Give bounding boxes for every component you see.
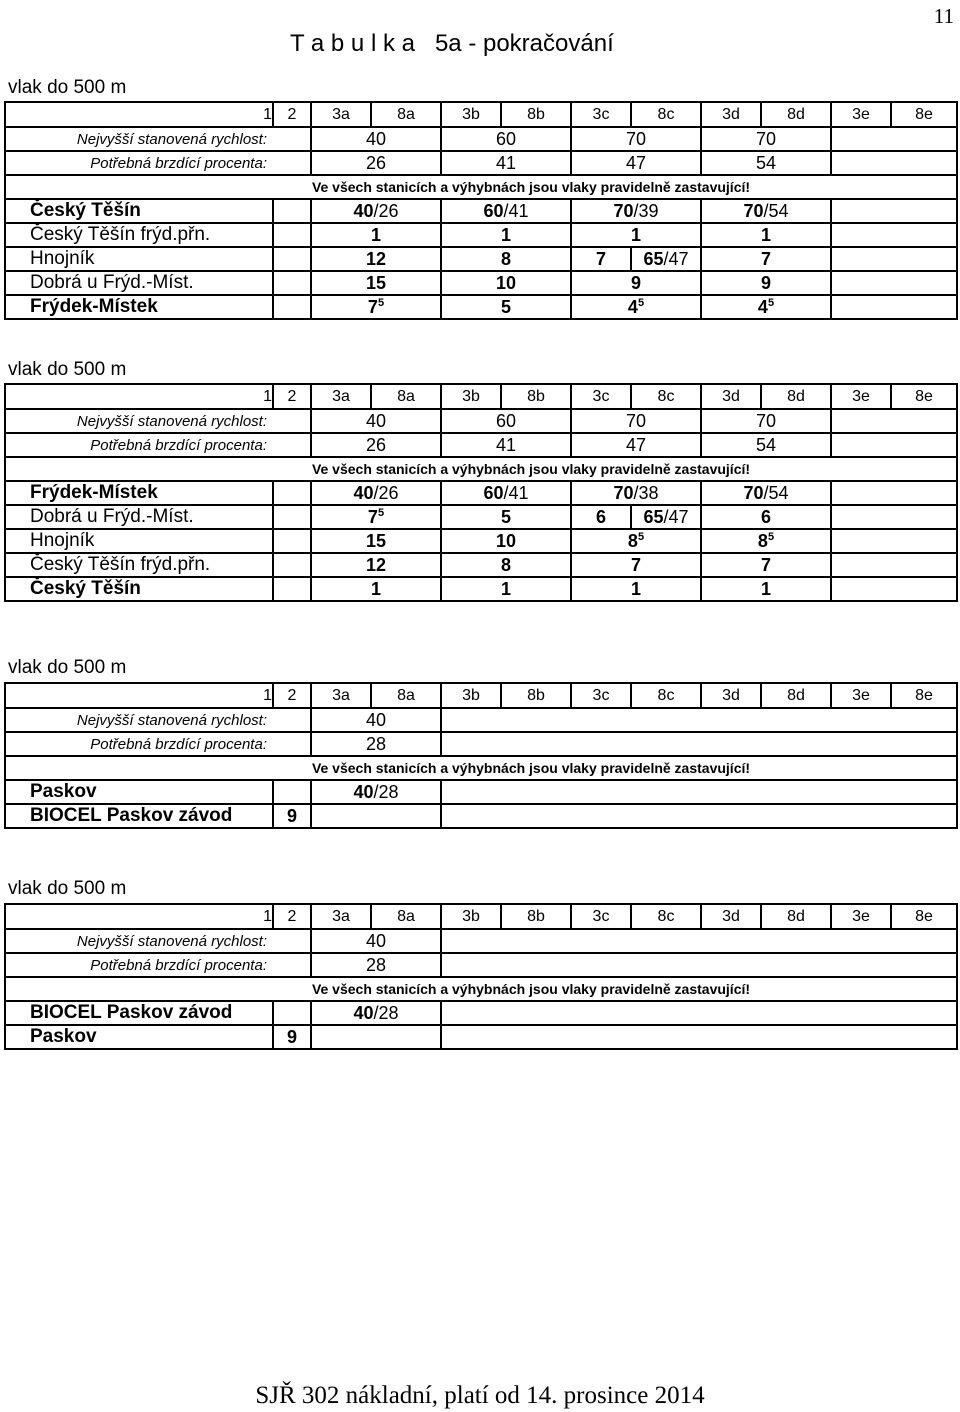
time-cell [701,295,831,319]
summary-brake: 47 [668,248,689,269]
station-name: BIOCEL Paskov závod [5,804,273,828]
brake-row [5,953,957,977]
column-header-row [5,102,957,127]
summary-cell: 40/26 [311,481,441,505]
brake-value: 28 [311,953,441,977]
summary-brake: 38 [638,482,659,503]
col-header: 3a [311,384,371,409]
col-header: 3c [571,683,631,708]
summary-speed: 70 [743,200,764,221]
time-value: 15 [365,530,387,551]
time-value: 9 [286,805,297,826]
col-header: 8d [761,683,831,708]
col-header: 8b [501,102,571,127]
speed-value: 60 [441,127,571,151]
col-header: 3b [441,904,501,929]
col-header: 8c [631,683,701,708]
station-row [5,481,957,505]
speed-value: 40 [311,409,441,433]
time-cell [441,529,571,553]
time-cell [571,577,701,601]
brake-value: 41 [441,151,571,175]
blank-cell [441,953,957,977]
speed-label: Nejvyšší stanovená rychlost: [5,708,273,732]
brake-value: 47 [571,433,701,457]
blank-cell [831,127,957,151]
col-header: 8a [371,904,441,929]
summary-cell: 40/26 [311,199,441,223]
col-header: 8a [371,384,441,409]
station-row [5,505,957,529]
blank-cell [273,732,311,756]
time-cell [311,529,441,553]
blank-cell [441,929,957,953]
blank-cell [273,295,311,319]
station-name: Český Těšín [5,577,273,601]
brake-label: Potřebná brzdící procenta: [5,732,273,756]
section-heading: vlak do 500 m [8,77,127,98]
time-value: 8 [500,248,511,269]
time-cell [311,577,441,601]
speed-label: Nejvyšší stanovená rychlost: [5,409,273,433]
col-header: 8b [501,904,571,929]
col-header: 3e [831,683,891,708]
time-value: 7 [367,296,378,317]
speed-label: Nejvyšší stanovená rychlost: [5,929,273,953]
time-cell [311,295,441,319]
station-name: Dobrá u Frýd.-Míst. [5,271,273,295]
col-header: 3e [831,384,891,409]
time-cell [571,505,631,529]
timetable-4 [4,903,958,1050]
blank-cell [831,199,957,223]
blank-cell [273,953,311,977]
col-header: 1 [5,683,273,708]
time-cell [701,223,831,247]
notice-row [5,756,957,780]
time-cell [441,577,571,601]
time-value: 1 [500,578,511,599]
col-header: 2 [273,683,311,708]
brake-value: 26 [311,433,441,457]
station-row [5,247,957,271]
col-header: 8e [891,102,957,127]
station-row [5,223,957,247]
time-value: 1 [630,224,641,245]
col-header: 8b [501,683,571,708]
col-header: 8e [891,904,957,929]
station-name: Frýdek-Místek [5,295,273,319]
speed-value: 70 [571,409,701,433]
station-row [5,199,957,223]
summary-brake: 54 [768,200,789,221]
col-header: 8e [891,384,957,409]
blank-cell [831,553,957,577]
col-header: 2 [273,384,311,409]
col-header: 2 [273,102,311,127]
blank-cell [273,708,311,732]
col-header: 3d [701,384,761,409]
col-header: 8d [761,384,831,409]
stop-notice: Ve všech stanicích a výhybnách jsou vlaky pravidelně zastavující! [5,175,957,199]
summary-cell: 70/39 [571,199,701,223]
blank-cell [273,481,311,505]
column-header-row [5,904,957,929]
col-header: 8c [631,384,701,409]
blank-cell [311,1025,441,1049]
col-header: 3b [441,384,501,409]
station-row [5,780,957,804]
time-cell [311,247,441,271]
blank-cell [273,223,311,247]
summary-brake: 26 [378,200,399,221]
speed-value: 60 [441,409,571,433]
col-header: 3e [831,904,891,929]
blank-cell [831,481,957,505]
stop-notice: Ve všech stanicích a výhybnách jsou vlaky pravidelně zastavující! [5,977,957,1001]
time-value: 7 [760,248,771,269]
col-header: 8d [761,102,831,127]
time-cell [571,247,631,271]
station-name: Hnojník [5,529,273,553]
station-name: Frýdek-Místek [5,481,273,505]
time-value: 1 [630,578,641,599]
blank-cell [273,199,311,223]
time-cell [701,505,831,529]
blank-cell [273,247,311,271]
time-cell [571,553,701,577]
time-value: 1 [760,224,771,245]
time-value: 4 [627,296,638,317]
col-header: 3c [571,384,631,409]
col-header: 8a [371,102,441,127]
time-cell [441,295,571,319]
blank-cell [273,151,311,175]
stop-notice: Ve všech stanicích a výhybnách jsou vlaky pravidelně zastavující! [5,756,957,780]
time-cell [701,271,831,295]
blank-cell [273,553,311,577]
station-row [5,553,957,577]
summary-speed: 40 [353,482,374,503]
time-value: 6 [760,506,771,527]
time-value: 12 [365,554,387,575]
summary-cell: 70/38 [571,481,701,505]
col-header: 3e [831,102,891,127]
section-heading: vlak do 500 m [8,359,127,380]
summary-brake: 39 [638,200,659,221]
time-cell [701,247,831,271]
time-value: 9 [630,272,641,293]
time-value: 7 [595,248,606,269]
col-header: 3a [311,904,371,929]
time-value: 6 [595,506,606,527]
station-name: Český Těšín frýd.přn. [5,553,273,577]
blank-cell [441,1001,957,1025]
section-heading: vlak do 500 m [8,657,127,678]
col-header: 3d [701,904,761,929]
speed-label: Nejvyšší stanovená rychlost: [5,127,273,151]
column-header-row [5,683,957,708]
summary-speed: 65 [643,248,664,269]
summary-speed: 70 [613,200,634,221]
blank-cell [831,151,957,175]
summary-brake: 28 [378,1002,399,1023]
blank-cell [273,1001,311,1025]
col-header: 8a [371,683,441,708]
time-value: 7 [630,554,641,575]
summary-speed: 40 [353,781,374,802]
speed-value: 70 [571,127,701,151]
time-cell [441,505,571,529]
blank-cell [441,1025,957,1049]
time-cell [701,553,831,577]
time-cell [273,804,311,828]
station-name: Dobrá u Frýd.-Míst. [5,505,273,529]
blank-cell [831,247,957,271]
speed-row [5,127,957,151]
station-row [5,577,957,601]
station-row [5,529,957,553]
notice-row [5,175,957,199]
speed-value: 40 [311,929,441,953]
blank-cell [273,433,311,457]
blank-cell [273,780,311,804]
station-name: Paskov [5,1025,273,1049]
summary-brake: 47 [668,506,689,527]
station-row [5,295,957,319]
col-header: 3b [441,683,501,708]
notice-row [5,977,957,1001]
time-value: 1 [370,578,381,599]
time-value: 1 [500,224,511,245]
summary-cell: 70/54 [701,199,831,223]
summary-speed: 40 [353,200,374,221]
blank-cell [831,295,957,319]
blank-cell [441,708,957,732]
col-header: 8c [631,904,701,929]
time-cell [571,223,701,247]
time-fraction: 5 [377,506,385,519]
speed-value: 70 [701,127,831,151]
timetable-1 [4,101,958,320]
blank-cell [273,127,311,151]
summary-speed: 70 [743,482,764,503]
blank-cell [441,780,957,804]
summary-brake: 28 [378,781,399,802]
time-value: 15 [365,272,387,293]
station-name: Český Těšín frýd.přn. [5,223,273,247]
station-name: BIOCEL Paskov závod [5,1001,273,1025]
blank-cell [273,577,311,601]
time-value: 7 [367,506,378,527]
col-header: 8c [631,102,701,127]
speed-value: 40 [311,708,441,732]
time-cell [701,529,831,553]
col-header: 3a [311,683,371,708]
summary-speed: 65 [643,506,664,527]
blank-cell [273,929,311,953]
summary-cell: 40/28 [311,780,441,804]
summary-cell: 40/28 [311,1001,441,1025]
time-value: 8 [627,530,638,551]
blank-cell [273,409,311,433]
blank-cell [831,409,957,433]
time-value: 8 [500,554,511,575]
summary-brake: 41 [508,482,529,503]
speed-row [5,409,957,433]
blank-cell [831,577,957,601]
col-header: 1 [5,102,273,127]
time-cell [273,1025,311,1049]
speed-value: 70 [701,409,831,433]
speed-row [5,929,957,953]
station-name: Hnojník [5,247,273,271]
speed-row [5,708,957,732]
time-value: 9 [760,272,771,293]
time-fraction: 5 [767,530,775,543]
brake-value: 41 [441,433,571,457]
time-cell [571,295,701,319]
brake-row [5,732,957,756]
brake-value: 28 [311,732,441,756]
time-cell [311,505,441,529]
station-row [5,1025,957,1049]
time-cell [441,247,571,271]
brake-value: 26 [311,151,441,175]
station-row [5,1001,957,1025]
blank-cell [273,271,311,295]
time-cell [311,223,441,247]
time-cell [571,529,701,553]
time-value: 1 [370,224,381,245]
time-cell [311,271,441,295]
brake-value: 54 [701,433,831,457]
time-value: 5 [500,506,511,527]
col-header: 3c [571,904,631,929]
time-cell [571,271,701,295]
station-row [5,804,957,828]
col-header: 3d [701,102,761,127]
col-header: 3d [701,683,761,708]
station-row [5,271,957,295]
col-header: 8d [761,904,831,929]
blank-cell [441,804,957,828]
blank-cell [831,505,957,529]
page-footer: SJŘ 302 nákladní, platí od 14. prosince 2014 [255,1382,705,1409]
brake-value: 54 [701,151,831,175]
brake-row [5,433,957,457]
blank-cell [831,223,957,247]
summary-cell: 60/41 [441,481,571,505]
time-fraction: 5 [637,530,645,543]
col-header: 3a [311,102,371,127]
summary-cell: 70/54 [701,481,831,505]
blank-cell [831,529,957,553]
time-value: 10 [495,272,517,293]
brake-label: Potřebná brzdící procenta: [5,433,273,457]
summary-brake: 54 [768,482,789,503]
time-value: 12 [365,248,387,269]
brake-row [5,151,957,175]
blank-cell [441,732,957,756]
time-fraction: 5 [637,296,645,309]
speed-value: 40 [311,127,441,151]
time-value: 4 [757,296,768,317]
summary-cell: 65/47 [631,247,701,271]
blank-cell [831,271,957,295]
col-header: 2 [273,904,311,929]
station-name: Český Těšín [5,199,273,223]
summary-cell: 60/41 [441,199,571,223]
col-header: 1 [5,384,273,409]
stop-notice: Ve všech stanicích a výhybnách jsou vlaky pravidelně zastavující! [5,457,957,481]
col-header: 8e [891,683,957,708]
page-title: T a b u l k a 5a - pokračování [290,30,614,57]
time-value: 10 [495,530,517,551]
timetable-3 [4,682,958,829]
section-heading: vlak do 500 m [8,878,127,899]
time-value: 1 [760,578,771,599]
time-cell [311,553,441,577]
time-cell [441,223,571,247]
brake-label: Potřebná brzdící procenta: [5,953,273,977]
time-fraction: 5 [377,296,385,309]
time-value: 7 [760,554,771,575]
time-fraction: 5 [767,296,775,309]
brake-value: 47 [571,151,701,175]
timetable-2 [4,383,958,602]
brake-label: Potřebná brzdící procenta: [5,151,273,175]
col-header: 8b [501,384,571,409]
summary-cell: 65/47 [631,505,701,529]
time-value: 9 [286,1026,297,1047]
blank-cell [831,433,957,457]
col-header: 3c [571,102,631,127]
time-value: 5 [500,296,511,317]
summary-speed: 60 [483,200,504,221]
time-cell [441,271,571,295]
notice-row [5,457,957,481]
summary-speed: 60 [483,482,504,503]
summary-speed: 40 [353,1002,374,1023]
time-cell [441,553,571,577]
summary-speed: 70 [613,482,634,503]
station-name: Paskov [5,780,273,804]
page-number: 11 [933,4,954,28]
time-cell [701,577,831,601]
col-header: 3b [441,102,501,127]
column-header-row [5,384,957,409]
time-value: 8 [757,530,768,551]
col-header: 1 [5,904,273,929]
blank-cell [311,804,441,828]
blank-cell [273,505,311,529]
summary-brake: 41 [508,200,529,221]
blank-cell [273,529,311,553]
summary-brake: 26 [378,482,399,503]
